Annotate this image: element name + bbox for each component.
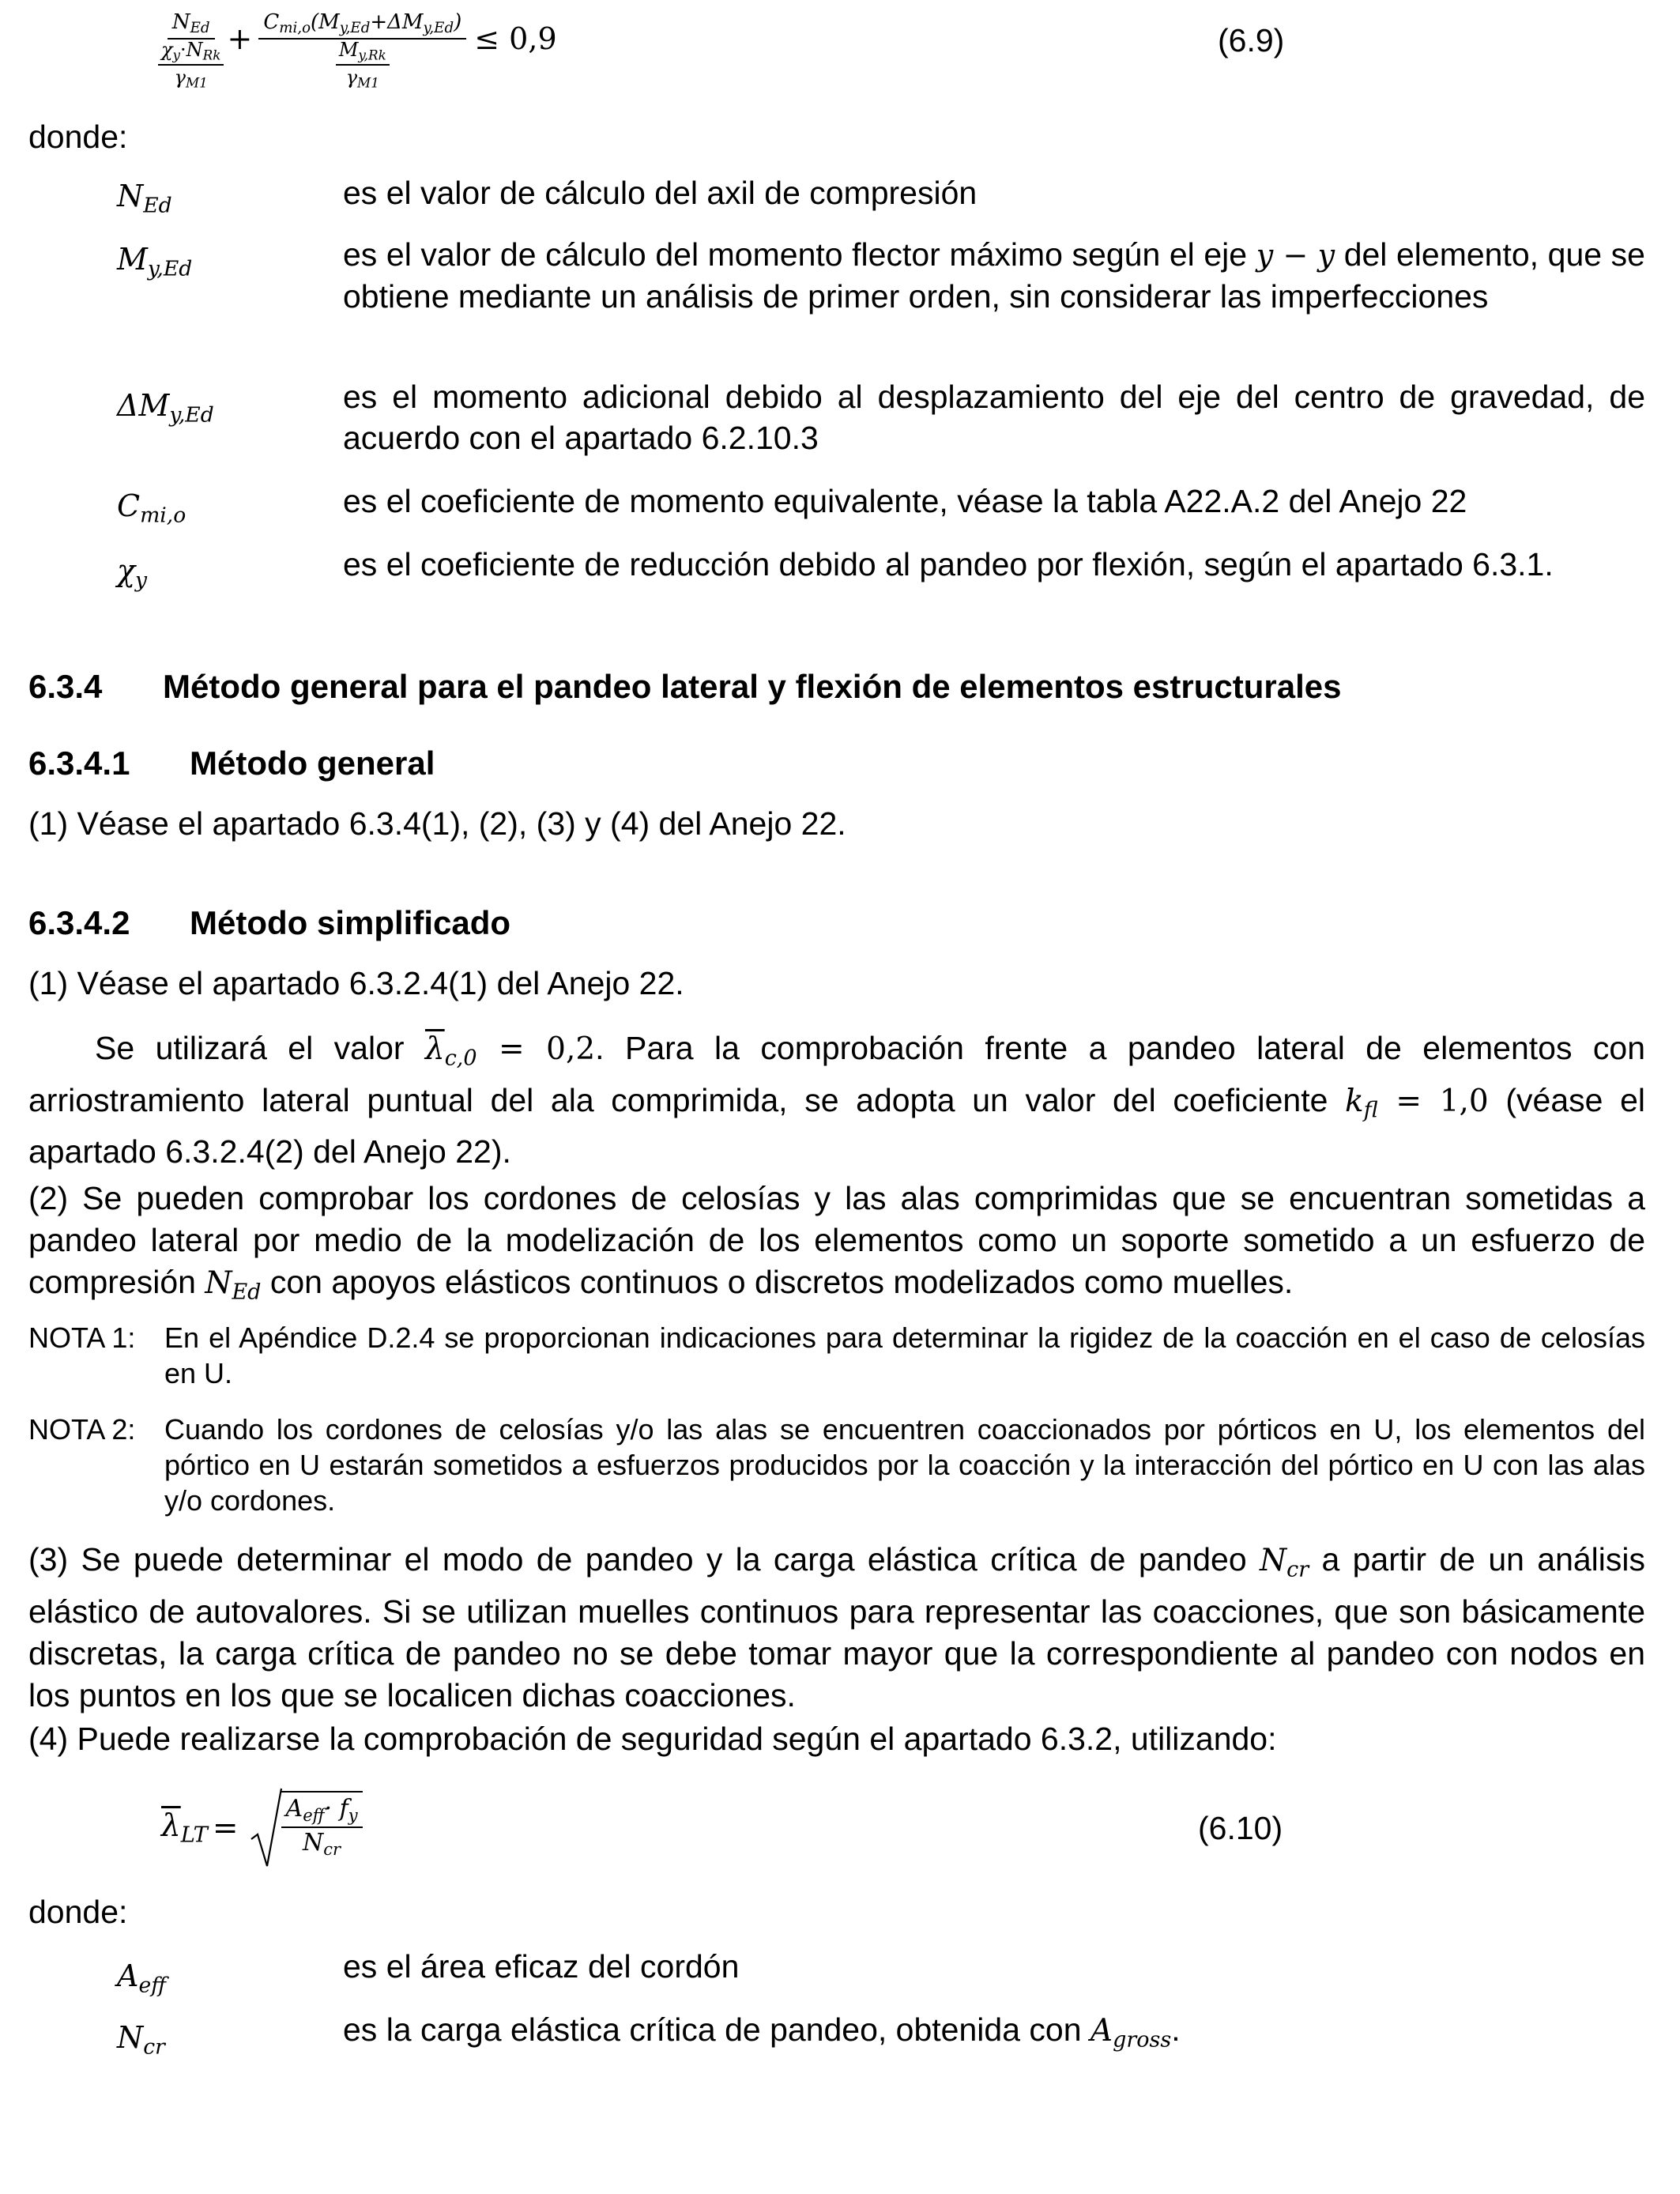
equation-6-9 <box>158 3 557 98</box>
heading-6-3-4-2-number: 6.3.4.2 <box>28 904 130 941</box>
eq69-number: (6.9) <box>1218 22 1285 58</box>
eq69-term2 <box>258 11 466 90</box>
donde-label-2: donde: <box>28 1894 128 1930</box>
sqrt-sign-icon <box>250 1787 283 1869</box>
eq69-term1 <box>158 11 224 90</box>
paragraph-6-3-4-1-1: (1) Véase el apartado 6.3.4(1), (2), (3) y (4) del Anejo 22. <box>28 805 846 842</box>
paragraph-4: (4) Puede realizarse la comprobación de seguridad según el apartado 6.3.2, utilizando: <box>28 1721 1277 1757</box>
nota-1-text: En el Apéndice D.2.4 se proporcionan indicaciones para determinar la rigidez de la coacción en el caso de celosías en U. <box>164 1321 1645 1389</box>
donde-label-1: donde: <box>28 119 128 155</box>
paragraph-3: (3) Se puede determinar el modo de pandeo y la carga elástica crítica de pandeo $N_{cr}$ a partir de un análisis elástico de autovalores. Si se utilizan muelles continuos para representar las coacciones, que son básicamente discretas, la carga crítica de pandeo no se debe tomar mayor que la correspondiente al pandeo con nodos en los puntos en los que se localicen dichas coacciones. <box>28 1541 1645 1713</box>
eq610-equals: = <box>212 1810 239 1846</box>
symbol-chi-y: $\chi_y$ <box>117 553 148 593</box>
eq69-term1-num: $N_{Ed}$ <box>168 11 215 40</box>
heading-6-3-4-1 <box>28 745 435 782</box>
symbol-delta-M-yEd: $\Delta M_{y,Ed}$ <box>117 388 214 428</box>
symbol-M-yEd: $M_{y,Ed}$ <box>117 242 193 281</box>
heading-6-3-4-1-title: Método general <box>190 745 435 782</box>
heading-6-3-4-2 <box>28 904 510 942</box>
eq69-plus: + <box>227 21 253 56</box>
symbol-A-eff: $A_{eff}$ <box>117 1958 167 1998</box>
symbol-N-Ed: $N_{Ed}$ <box>117 179 172 218</box>
eq610-number: (6.10) <box>1198 1810 1283 1846</box>
eq69-term1-den: $\chi_y\cdot N_{Rk}$ $\gamma_{M1}$ <box>158 40 224 90</box>
eq610-den: $N_{cr}$ <box>303 1829 341 1859</box>
equation-6-10 <box>161 1785 363 1872</box>
heading-6-3-4 <box>28 668 1341 706</box>
eq69-leq: ≤ 0,9 <box>474 21 557 56</box>
definition-N-cr: es la carga elástica crítica de pandeo, obtenida con $A_{gross}$. <box>343 2011 1181 2053</box>
definition-delta-M-yEd: es el momento adicional debido al desplazamiento del eje del centro de gravedad, de acuerdo con el apartado 6.2.10.3 <box>343 379 1645 456</box>
definition-chi-y: es el coeficiente de reducción debido al pandeo por flexión, según el apartado 6.3.1. <box>343 546 1554 582</box>
nota-1 <box>28 1320 1645 1391</box>
definition-A-eff: es el área eficaz del cordón <box>343 1948 740 1985</box>
eq610-lambda: $\overline{\lambda}_{LT}$ <box>161 1808 208 1848</box>
definition-M-yEd: es el valor de cálculo del momento flector máximo según el eje y − y del elemento, que se obtiene mediante un análisis de primer orden, sin considerar las imperfecciones <box>343 236 1645 315</box>
symbol-C-mio: $C_{mi,o}$ <box>117 488 186 528</box>
heading-6-3-4-1-number: 6.3.4.1 <box>28 745 130 782</box>
eq610-num: $A_{eff}\cdot f_y$ <box>281 1796 363 1828</box>
paragraph-lambda-kfl: Se utilizará el valor $\overline{\lambda}_{c,0} = 0,2$. Para la comprobación frente a pandeo lateral de elementos con arriostramiento lateral puntual del ala comprimida, se adopta un valor del coeficiente $k_{fl} = 1,0$ (véase el apartado 6.3.2.4(2) del Anejo 22). <box>28 1030 1646 1171</box>
definition-C-mio: es el coeficiente de momento equivalente, véase la tabla A22.A.2 del Anejo 22 <box>343 483 1467 519</box>
heading-6-3-4-number: 6.3.4 <box>28 668 103 705</box>
nota-2 <box>28 1412 1645 1522</box>
nota-2-text: Cuando los cordones de celosías y/o las alas se encuentren coaccionados por pórticos en U, los elementos del pórtico en U estarán sometidos a esfuerzos producidos por la coacción y la interacción del pórtico en U con las alas y/o cordones. <box>164 1413 1645 1517</box>
heading-6-3-4-2-title: Método simplificado <box>190 904 511 941</box>
nota-1-label: NOTA 1: <box>28 1321 136 1354</box>
paragraph-2: (2) Se pueden comprobar los cordones de celosías y las alas comprimidas que se encuentran sometidas a pandeo lateral por medio de la modelización de los elementos como un soporte sometido a un esfuerzo de compresión $N_{Ed}$ con apoyos elásticos continuos o discretos modelizados como muelles. <box>28 1180 1645 1305</box>
heading-6-3-4-title: Método general para el pandeo lateral y flexión de elementos estructurales <box>163 668 1342 705</box>
nota-2-label: NOTA 2: <box>28 1413 136 1446</box>
eq69-term2-den: $M_{y,Rk}$ $\gamma_{M1}$ <box>336 40 390 90</box>
eq69-term2-num: $C_{mi,o}(M_{y,Ed}+\Delta M_{y,Ed})$ <box>258 11 466 40</box>
definition-N-Ed: es el valor de cálculo del axil de compresión <box>343 175 977 211</box>
symbol-N-cr: $N_{cr}$ <box>117 2020 165 2060</box>
paragraph-6-3-4-2-1: (1) Véase el apartado 6.3.2.4(1) del Anejo 22. <box>28 965 684 1001</box>
eq610-fraction <box>281 1791 363 1859</box>
